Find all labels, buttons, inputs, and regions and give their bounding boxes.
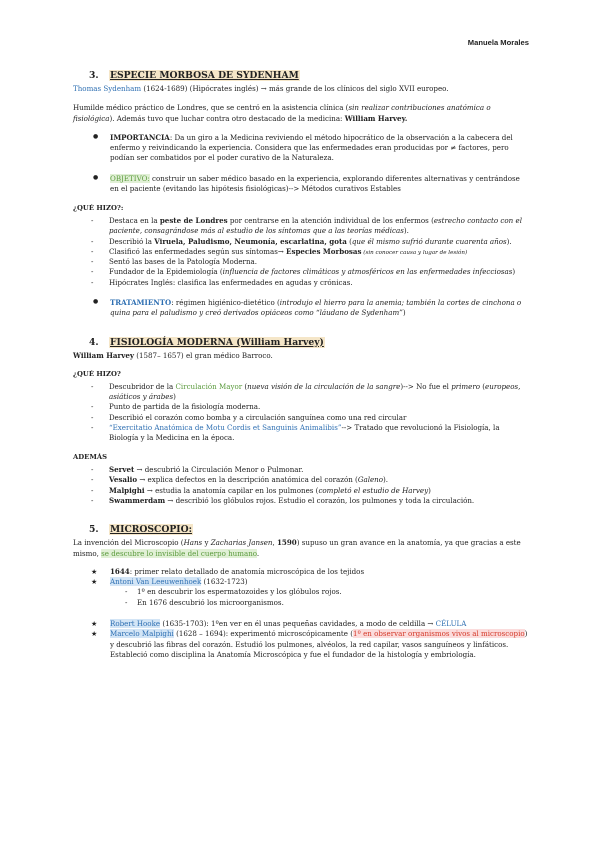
section-4-title: FISIOLOGÍA MODERNA (William Harvey) xyxy=(110,336,324,348)
list-item: - En 1676 descubrió los microorganismos. xyxy=(73,598,528,608)
list-item: - Swammerdam → describió los glóbulos rojos. Estudio el corazón, los pulmones y toda la circulación. xyxy=(73,496,528,506)
objetivo-label: OBJETIVO: xyxy=(110,173,150,183)
leeuwenhoek-sublist xyxy=(73,587,528,608)
list-item: - Vesalio → explica defectos en la descripción anatómica del corazón (Galeno). xyxy=(73,475,528,485)
list-item: ★ Antoni Van Leeuwenhoek (1632-1723) xyxy=(73,577,528,587)
list-item: - Punto de partida de la fisiología moderna. xyxy=(73,402,528,412)
sydenham-intro: Thomas Sydenham (1624-1689) (Hipócrates inglés) → más grande de los clínicos del siglo XVII europeo. xyxy=(73,83,449,93)
harvey-que-hizo-heading: ¿QUÉ HIZO? xyxy=(73,369,121,378)
section-3-heading xyxy=(73,70,528,82)
section-4-heading xyxy=(73,337,528,349)
malpighi-name: Marcelo Malpighi xyxy=(110,629,174,639)
sydenham-achievements-list xyxy=(73,216,528,288)
sydenham-paragraph: Humilde médico práctico de Londres, que se centró en la asistencia clínica (sin realizar contribuciones anatómica o fisiológica). Además tuvo que luchar contra otro destacado de la medicina: William Harvey. xyxy=(73,103,491,123)
tratamiento-label: TRATAMIENTO xyxy=(110,298,172,308)
microscopio-list-b xyxy=(73,619,528,660)
tratamiento-item: ● TRATAMIENTO: régimen higiénico-dietético (introdujo el hierro para la anemia; también la cortes de cinchona o quina para el paludismo y creó derivados opiáceos como “láudano de Sydenham”) xyxy=(73,298,528,319)
document-body xyxy=(73,70,528,660)
section-4-number: 4. xyxy=(89,336,99,348)
list-item: - Malpighi → estudia la anatomía capilar en los pulmones (completó el estudio de Harvey) xyxy=(73,486,528,496)
list-item: - Destaca en la peste de Londres por centrarse en la atención individual de los enfermos (estrecho contacto con el paciente, consagrándose más al estudio de los síntomas que a las teorías médicas). xyxy=(73,216,528,237)
harvey-name: William Harvey xyxy=(73,350,134,360)
section-3-number: 3. xyxy=(89,70,99,81)
section-5-number: 5. xyxy=(89,524,99,536)
treatise-title: “Exercitatio Anatómica de Motu Cordis et Sanguinis Animalibis” xyxy=(109,422,342,432)
list-item: - Hipócrates Inglés: clasifica las enfermedades en agudas y crónicas. xyxy=(73,278,528,288)
ademas-list xyxy=(73,465,528,506)
list-item: - Descubridor de la Circulación Mayor (nueva visión de la circulación de la sangre)--> No fue el primero (europeos, asiáticos y árabes) xyxy=(73,382,528,403)
list-item: - Describió la Viruela, Paludismo, Neumonía, escarlatina, gota (que él mismo sufrió durante cuarenta años). xyxy=(73,237,528,247)
harvey-intro: William Harvey (1587– 1657) el gran médico Barroco. xyxy=(73,350,273,360)
microscopio-list-a xyxy=(73,567,528,588)
section-5-heading xyxy=(73,524,528,536)
list-item: ★ Robert Hooke (1635-1703): 1ºen ver en él unas pequeñas cavidades, a modo de celdilla → CÉLULA xyxy=(73,619,528,629)
list-item: - Servet → descubrió la Circulación Menor o Pulmonar. xyxy=(73,465,528,475)
list-item: - Describió el corazón como bomba y a circulación sanguínea como una red circular xyxy=(73,413,528,423)
list-item: - 1º en descubrir los espermatozoides y los glóbulos rojos. xyxy=(73,587,528,597)
leeuwenhoek-name: Antoni Van Leeuwenhoek xyxy=(110,577,202,587)
objetivo-item: ● OBJETIVO: construir un saber médico basado en la experiencia, explorando diferentes alternativas y centrándose en el paciente (evitando las hipótesis fisiológicas)--> Métodos curativos Estables xyxy=(73,174,528,195)
tratamiento-list xyxy=(73,298,528,319)
list-item: - Sentó las bases de la Patología Moderna. xyxy=(73,257,528,267)
ademas-heading: ADEMÁS xyxy=(73,453,108,462)
list-item: ★ Marcelo Malpighi (1628 – 1694): experimentó microscópicamente (1º en observar organismos vivos al microscopio) y descubrió las fibras del corazón. Estudió los pulmones, alvéolos, la red capilar, vasos sanguíneos y linfáticos. Estableció como disciplina la Anatomía Microscópica y fue el fundador de la histología y embriología. xyxy=(73,629,528,660)
malpighi-highlight: 1º en observar organismos vivos al microscopio xyxy=(352,629,525,639)
author-name: Manuela Morales xyxy=(467,38,529,47)
celula-term: CÉLULA xyxy=(435,618,467,628)
sydenham-name: Thomas Sydenham xyxy=(73,83,142,93)
section-5-title: MICROSCOPIO: xyxy=(110,524,192,536)
list-item: ★ 1644: primer relato detallado de anatomía microscópica de los tejidos xyxy=(73,567,528,577)
list-item: - Clasificó las enfermedades según sus síntomas→ Especies Morbosas (sin conocer causa y lugar de lesión) xyxy=(73,247,528,257)
section-3-title: ESPECIE MORBOSA DE SYDENHAM xyxy=(110,70,299,81)
hooke-name: Robert Hooke xyxy=(110,618,161,628)
sydenham-que-hizo-heading: ¿QUÉ HIZO?: xyxy=(73,204,124,213)
importancia-item: ● IMPORTANCIA: Da un giro a la Medicina reviviendo el método hipocrático de la observación a la cabecera del enfermo y reivindicando la experiencia. Considera que las enfermedades eran producidas por ≠ factores, pero podían ser combatidos por el poder curativo de la Naturaleza. xyxy=(73,133,528,164)
microscopio-intro: La invención del Microscopio (Hans y Zacharias Jansen, 1590) supuso un gran avance en la anatomía, ya que gracias a este mismo, se descubre lo invisible del cuerpo humano. xyxy=(73,538,521,558)
harvey-achievements-list xyxy=(73,382,528,444)
sydenham-key-points xyxy=(73,133,528,194)
list-item: - Fundador de la Epidemiología (influencia de factores climáticos y atmosféricos en las enfermedades infecciosas) xyxy=(73,267,528,277)
list-item: - “Exercitatio Anatómica de Motu Cordis et Sanguinis Animalibis”--> Tratado que revolucionó la Fisiología, la Biología y la Medicina en la época. xyxy=(73,423,528,444)
